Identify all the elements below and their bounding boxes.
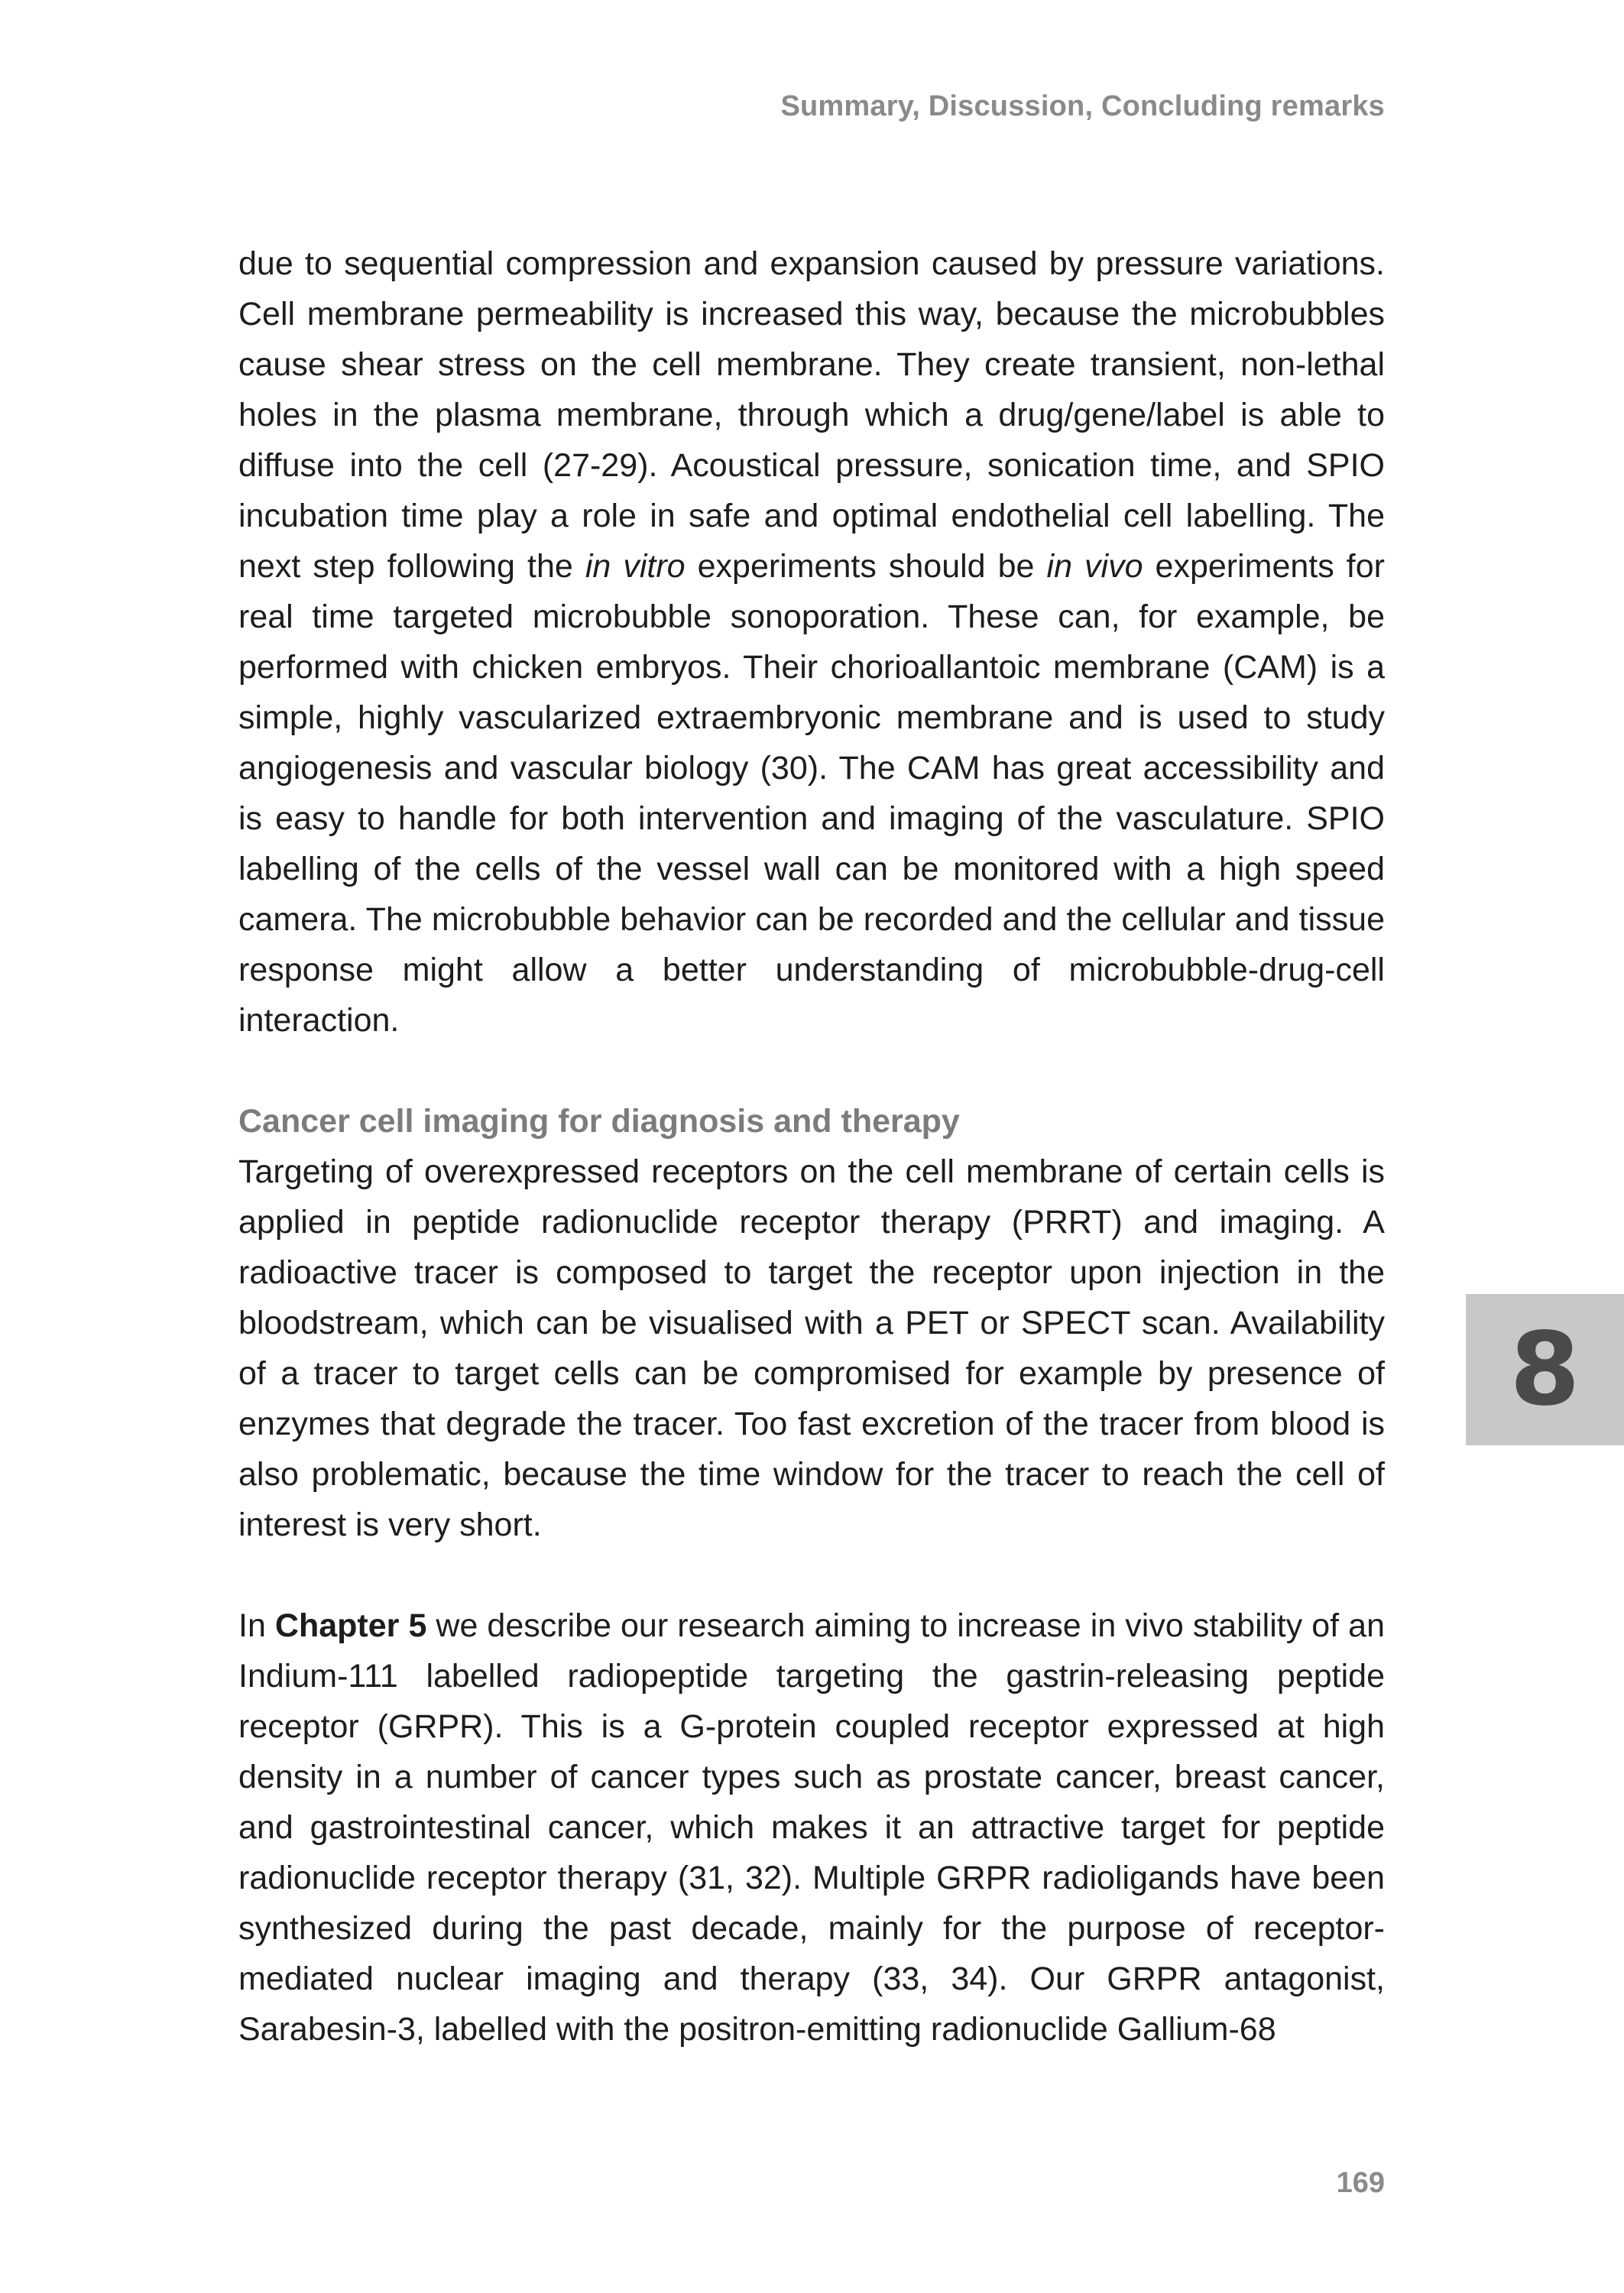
section-heading: Cancer cell imaging for diagnosis and therapy bbox=[238, 1103, 960, 1140]
paragraph-text: we describe our research aiming to increase in vivo stability of an Indium-111 labelled radiopeptide targeting the gastrin-releasing peptide receptor (GRPR). This is a G-protein coupled receptor expressed at high density in a number of cancer types such as prostate cancer, breast cancer, and gastrointestinal cancer, which makes it an attractive target for peptide radionuclide receptor therapy (31, 32). Multiple GRPR radioligands have been synthesized during the past decade, mainly for the purpose of receptor-mediated nuclear imaging and therapy (33, 34). Our GRPR antagonist, Sarabesin-3, labelled with the positron-emitting radionuclide Gallium-68 bbox=[238, 1607, 1385, 2048]
page-number: 169 bbox=[1336, 2167, 1385, 2199]
chapter-number: 8 bbox=[1509, 1311, 1580, 1429]
paragraph-sonoporation bbox=[238, 238, 1385, 1046]
paragraph-text: experiments for real time targeted microbubble sonoporation. These can, for example, be performed with chicken embryos. Their chorioallantoic membrane (CAM) is a simple, highly vascularized extraembryonic membrane and is used to study angiogenesis and vascular biology (30). The CAM has great accessibility and is easy to handle for both intervention and imaging of the vasculature. SPIO labelling of the cells of the vessel wall can be monitored with a high speed camera. The microbubble behavior can be recorded and the cellular and tissue response might allow a better understanding of microbubble-drug-cell interaction. bbox=[238, 548, 1385, 1039]
paragraph-text: In bbox=[238, 1607, 275, 1644]
paragraph-text: experiments should be bbox=[685, 548, 1047, 585]
paragraph-text: due to sequential compression and expansion caused by pressure variations. Cell membrane permeability is increased this way, because the microbubbles cause shear stress on the cell membrane. They create transient, non-lethal holes in the plasma membrane, through which a drug/gene/label is able to diffuse into the cell (27-29). Acoustical pressure, sonication time, and SPIO incubation time play a role in safe and optimal endothelial cell labelling. The next step following the bbox=[238, 245, 1385, 585]
paragraph-cancer-imaging: Targeting of overexpressed receptors on the cell membrane of certain cells is applied in peptide radionuclide receptor therapy (PRRT) and imaging. A radioactive tracer is composed to target the receptor upon injection in the bloodstream, which can be visualised with a PET or SPECT scan. Availability of a tracer to target cells can be compromised for example by presence of enzymes that degrade the tracer. Too fast excretion of the tracer from blood is also problematic, because the time window for the tracer to reach the cell of interest is very short. bbox=[238, 1153, 1385, 1543]
italic-term: in vitro bbox=[585, 548, 686, 585]
chapter-tab bbox=[1466, 1294, 1624, 1445]
body-text bbox=[238, 238, 1385, 2055]
chapter-reference: Chapter 5 bbox=[274, 1607, 427, 1644]
italic-term: in vivo bbox=[1046, 548, 1143, 585]
paragraph-chapter-5 bbox=[238, 1601, 1385, 2055]
running-head: Summary, Discussion, Concluding remarks bbox=[780, 90, 1385, 122]
